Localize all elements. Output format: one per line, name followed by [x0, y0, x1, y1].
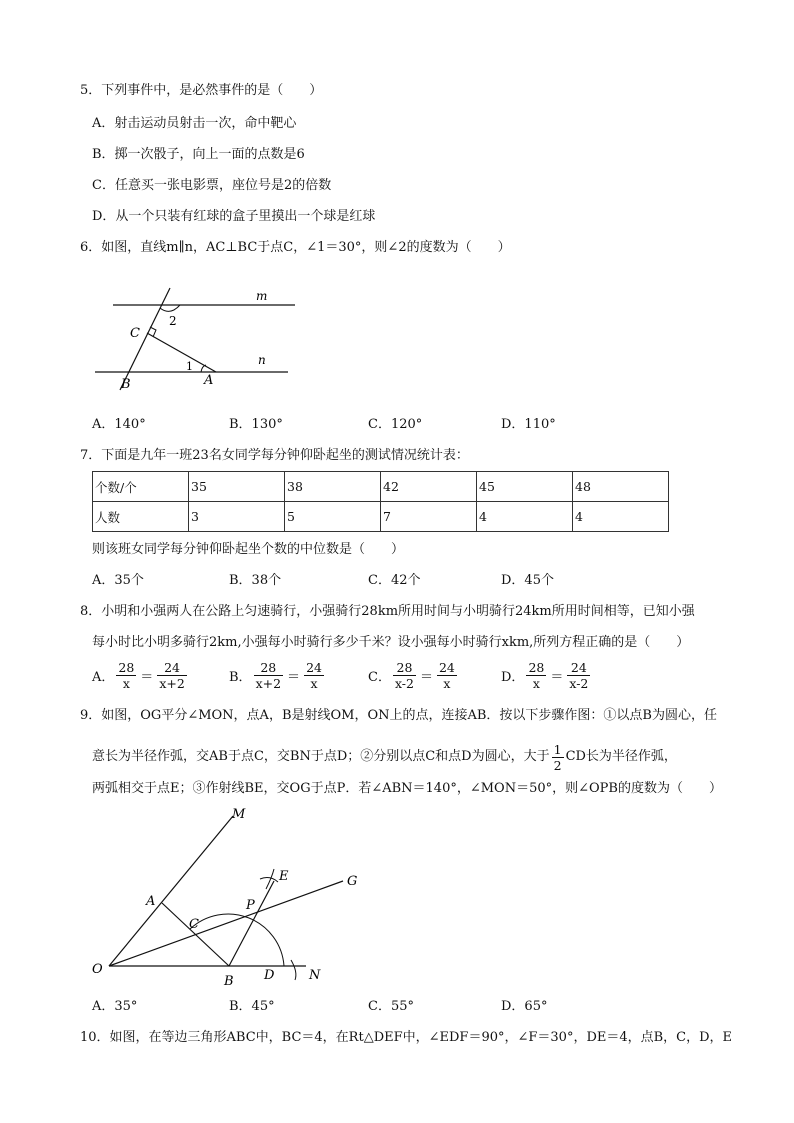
fraction [437, 660, 457, 691]
q9-line3: 两弧相交于点E；③作射线BE，交OG于点P．若∠ABN＝140°，∠MON＝50°，则∠OPB的度数为（ ） [92, 781, 722, 796]
denominator: x [122, 676, 130, 691]
numerator: 1 [553, 741, 562, 757]
label-n: N [309, 968, 321, 983]
label-o: O [92, 962, 103, 977]
q5-option-a: A．射击运动员射击一次，命中靶心 [92, 116, 297, 131]
denominator: x [310, 676, 318, 691]
table-cell: 38 [285, 472, 381, 502]
option-letter: B． [229, 670, 252, 685]
q6-stem: 6．如图，直线m∥n，AC⊥BC于点C，∠1＝30°，则∠2的度数为（ ） [80, 240, 511, 255]
fraction [304, 660, 324, 691]
table-cell: 人数 [93, 502, 189, 532]
denominator: x-2 [394, 676, 414, 691]
segment-ab [162, 903, 229, 966]
table-row [93, 472, 669, 502]
q7-stem: 7．下面是九年一班23名女同学每分钟仰卧起坐的测试情况统计表： [80, 448, 469, 463]
q7-option-b: B．38个 [229, 573, 282, 588]
label-b: B [224, 974, 234, 989]
arc-cd [190, 914, 284, 966]
q6-figure [90, 268, 305, 393]
fraction [393, 660, 416, 691]
label-a: A [146, 894, 156, 909]
table-cell: 42 [381, 472, 477, 502]
label-c: C [189, 917, 199, 932]
fraction [116, 660, 136, 691]
q8-option-b [229, 660, 326, 691]
denominator: x [443, 676, 451, 691]
q7-question: 则该班女同学每分钟仰卧起坐个数的中位数是（ ） [92, 542, 405, 557]
q9-line1: 9．如图，OG平分∠MON，点A，B是射线OM，ON上的点，连接AB．按以下步骤作图：①以点B为圆心，任 [80, 708, 717, 723]
q9-option-c: C．55° [368, 999, 414, 1014]
table-row [93, 502, 669, 532]
equals-sign: ＝ [550, 670, 564, 685]
arc-e-1 [260, 878, 278, 882]
q6-option-a: A．140° [92, 417, 146, 432]
q9-option-d: D．65° [501, 999, 548, 1014]
label-b: B [121, 377, 131, 392]
label-n: n [258, 353, 266, 367]
label-m: m [256, 289, 268, 303]
q5-option-c: C．任意买一张电影票，座位号是2的倍数 [92, 178, 332, 193]
table-cell: 45 [477, 472, 573, 502]
option-letter: C． [368, 670, 391, 685]
label-m: M [232, 807, 246, 822]
label-1: 1 [186, 360, 193, 373]
fraction-one-half [552, 742, 564, 773]
equals-sign: ＝ [287, 670, 301, 685]
angle-2-arc [160, 305, 180, 311]
arc-d-tick [291, 960, 296, 980]
numerator: 28 [393, 660, 416, 676]
q8-stem-line1: 8．小明和小强两人在公路上匀速骑行，小强骑行28km所用时间与小明骑行24km所用时间相等，已知小强 [80, 604, 695, 619]
table-cell: 48 [573, 472, 669, 502]
table-cell: 个数/个 [93, 472, 189, 502]
q9-line2-b: CD长为半径作弧， [565, 749, 677, 764]
denominator: x [532, 676, 540, 691]
option-letter: A． [92, 670, 115, 685]
fraction [254, 660, 283, 691]
table-cell: 5 [285, 502, 381, 532]
label-2: 2 [169, 314, 177, 328]
numerator: 28 [528, 660, 545, 675]
numerator: 28 [254, 660, 283, 676]
q7-option-a: A．35个 [92, 573, 144, 588]
q8-option-d [501, 660, 592, 691]
label-a: A [204, 373, 214, 388]
q9-option-a: A．35° [92, 999, 138, 1014]
numerator: 28 [118, 660, 135, 675]
label-c: C [130, 326, 140, 341]
line-bc [120, 288, 170, 390]
label-e: E [279, 869, 289, 884]
fraction [526, 660, 546, 691]
table-cell: 7 [381, 502, 477, 532]
q8-stem-line2: 每小时比小明多骑行2km,小强每小时骑行多少千米？设小强每小时骑行xkm,所列方程正确的是（ ） [92, 635, 690, 650]
q5-stem: 5．下列事件中，是必然事件的是（ ） [80, 83, 323, 98]
q9-figure [88, 802, 363, 992]
table-cell: 35 [189, 472, 285, 502]
label-p: P [246, 898, 255, 913]
q6-option-c: C．120° [368, 417, 423, 432]
fraction [567, 660, 590, 691]
q9-line2-a: 意长为半径作弧，交AB于点C，交BN于点D；②分别以点C和点D为圆心，大于 [92, 749, 550, 764]
q5-option-b: B．掷一次骰子，向上一面的点数是6 [92, 147, 305, 162]
denominator: x-2 [569, 676, 589, 691]
label-g: G [347, 874, 358, 889]
q10-stem: 10．如图，在等边三角形ABC中，BC＝4，在Rt△DEF中，∠EDF＝90°，∠F＝30°，DE＝4，点B，C，D，E [80, 1030, 733, 1045]
denominator: x+2 [255, 676, 282, 691]
q7-option-d: D．45个 [501, 573, 554, 588]
q6-option-b: B．130° [229, 417, 283, 432]
equals-sign: ＝ [419, 670, 433, 685]
denominator: x+2 [159, 676, 185, 691]
numerator: 24 [567, 660, 590, 676]
ray-be [229, 881, 274, 966]
table-cell: 4 [477, 502, 573, 532]
table-cell: 4 [573, 502, 669, 532]
q5-option-d: D．从一个只装有红球的盒子里摸出一个球是红球 [92, 209, 376, 224]
q7-table [92, 471, 669, 532]
q7-option-c: C．42个 [368, 573, 421, 588]
q8-option-a [92, 660, 189, 691]
numerator: 24 [306, 660, 322, 675]
option-letter: D． [501, 670, 525, 685]
line-ca [147, 333, 216, 372]
q6-option-d: D．110° [501, 417, 556, 432]
q9-option-b: B．45° [229, 999, 275, 1014]
q8-option-c [368, 660, 459, 691]
table-cell: 3 [189, 502, 285, 532]
equals-sign: ＝ [140, 670, 154, 685]
label-d: D [264, 968, 275, 983]
q9-line2 [92, 738, 677, 776]
denominator: 2 [553, 757, 562, 773]
numerator: 24 [438, 660, 455, 675]
fraction [157, 660, 186, 691]
numerator: 24 [157, 660, 186, 676]
